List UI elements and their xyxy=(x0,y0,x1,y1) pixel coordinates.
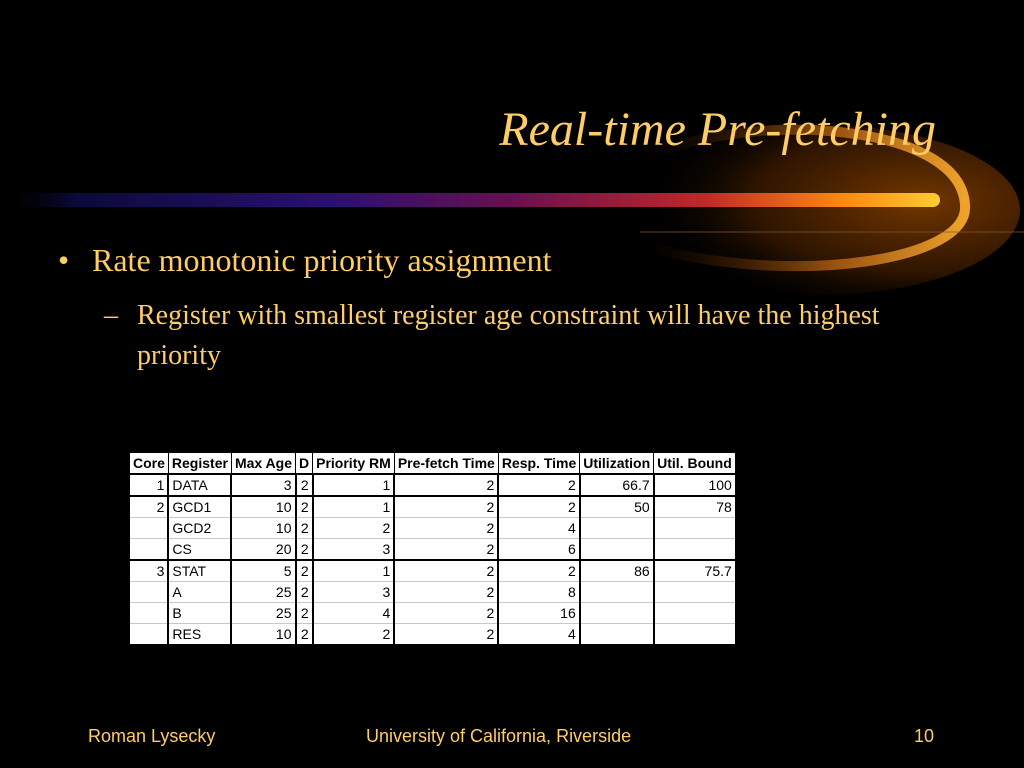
table-header-row xyxy=(129,452,736,474)
table-cell: GCD2 xyxy=(168,518,231,539)
priority-table xyxy=(128,451,737,646)
table-cell: 10 xyxy=(231,624,295,646)
table-cell: 2 xyxy=(394,624,498,646)
table-cell: 100 xyxy=(654,474,736,496)
table-cell: 1 xyxy=(313,496,395,518)
footer-institution: University of California, Riverside xyxy=(366,726,632,746)
header-cell: Max Age xyxy=(231,452,295,474)
table-cell: DATA xyxy=(168,474,231,496)
table-cell: 2 xyxy=(296,474,313,496)
table-cell: 4 xyxy=(498,624,579,646)
table-cell: 2 xyxy=(498,560,579,582)
table-cell: 10 xyxy=(231,496,295,518)
table-row xyxy=(129,474,736,496)
table-cell: 2 xyxy=(129,496,168,518)
bullet-text: Rate monotonic priority assignment xyxy=(92,242,552,278)
header-cell: Core xyxy=(129,452,168,474)
table-cell xyxy=(580,582,654,603)
table-cell: A xyxy=(168,582,231,603)
table-cell: 3 xyxy=(313,582,395,603)
sub-bullet-item xyxy=(104,296,944,376)
table-cell: 1 xyxy=(313,474,395,496)
table-cell: 1 xyxy=(129,474,168,496)
table-cell xyxy=(654,539,736,561)
footer-author: Roman Lysecky xyxy=(88,726,216,746)
table-cell: 2 xyxy=(313,518,395,539)
table-cell: 2 xyxy=(313,624,395,646)
table-cell: B xyxy=(168,603,231,624)
table-cell: 2 xyxy=(394,496,498,518)
header-cell: Utilization xyxy=(580,452,654,474)
table-cell: 20 xyxy=(231,539,295,561)
table-cell: 3 xyxy=(231,474,295,496)
table-cell: 3 xyxy=(129,560,168,582)
table-cell xyxy=(129,582,168,603)
table-cell xyxy=(654,582,736,603)
table-row xyxy=(129,603,736,624)
table-cell: 3 xyxy=(313,539,395,561)
table-cell: GCD1 xyxy=(168,496,231,518)
table-row xyxy=(129,518,736,539)
table-cell: 2 xyxy=(394,582,498,603)
table-cell xyxy=(654,624,736,646)
table-cell: 2 xyxy=(296,539,313,561)
table-cell: 6 xyxy=(498,539,579,561)
table-cell: 2 xyxy=(296,603,313,624)
table-cell: 2 xyxy=(296,496,313,518)
header-cell: D xyxy=(296,452,313,474)
table-cell: 75.7 xyxy=(654,560,736,582)
table-cell xyxy=(580,539,654,561)
header-cell: Register xyxy=(168,452,231,474)
table-cell: 4 xyxy=(498,518,579,539)
table-cell: 1 xyxy=(313,560,395,582)
table-row xyxy=(129,624,736,646)
table-cell: 25 xyxy=(231,603,295,624)
table-row xyxy=(129,496,736,518)
table-cell: 66.7 xyxy=(580,474,654,496)
gradient-bar xyxy=(0,193,940,207)
table-cell: 2 xyxy=(296,518,313,539)
table-cell xyxy=(580,624,654,646)
table-cell: 2 xyxy=(498,496,579,518)
table-cell: 4 xyxy=(313,603,395,624)
bullet-marker: • xyxy=(58,242,70,278)
table-cell: 2 xyxy=(394,539,498,561)
table-row xyxy=(129,582,736,603)
table-cell: 5 xyxy=(231,560,295,582)
table-row xyxy=(129,539,736,561)
table-cell: 86 xyxy=(580,560,654,582)
table-cell: 10 xyxy=(231,518,295,539)
table-cell xyxy=(129,539,168,561)
table-cell: 16 xyxy=(498,603,579,624)
header-cell: Priority RM xyxy=(313,452,395,474)
footer-page-number: 10 xyxy=(914,726,935,746)
table-cell xyxy=(654,603,736,624)
header-cell: Resp. Time xyxy=(498,452,579,474)
table-cell: 2 xyxy=(394,518,498,539)
header-cell: Pre-fetch Time xyxy=(394,452,498,474)
sub-bullet-marker: – xyxy=(104,300,118,331)
table-cell xyxy=(580,518,654,539)
bullet-item xyxy=(58,240,551,280)
table-cell xyxy=(580,603,654,624)
sub-bullet-text: Register with smallest register age constraint will have the highest priority xyxy=(137,300,880,371)
table-cell: 2 xyxy=(394,560,498,582)
table-cell: 2 xyxy=(296,624,313,646)
table-cell xyxy=(129,518,168,539)
table-cell: 2 xyxy=(394,474,498,496)
table-cell: 2 xyxy=(498,474,579,496)
table-cell xyxy=(129,603,168,624)
table-cell: 2 xyxy=(296,582,313,603)
table-cell: CS xyxy=(168,539,231,561)
slide-title: Real-time Pre-fetching xyxy=(499,103,936,156)
table-cell: STAT xyxy=(168,560,231,582)
table-cell: 78 xyxy=(654,496,736,518)
table-cell: 8 xyxy=(498,582,579,603)
table-cell: 25 xyxy=(231,582,295,603)
table-cell xyxy=(654,518,736,539)
table-cell xyxy=(129,624,168,646)
table-cell: 50 xyxy=(580,496,654,518)
table-cell: 2 xyxy=(394,603,498,624)
table-cell: 2 xyxy=(296,560,313,582)
table-row xyxy=(129,560,736,582)
header-cell: Util. Bound xyxy=(654,452,736,474)
table-cell: RES xyxy=(168,624,231,646)
